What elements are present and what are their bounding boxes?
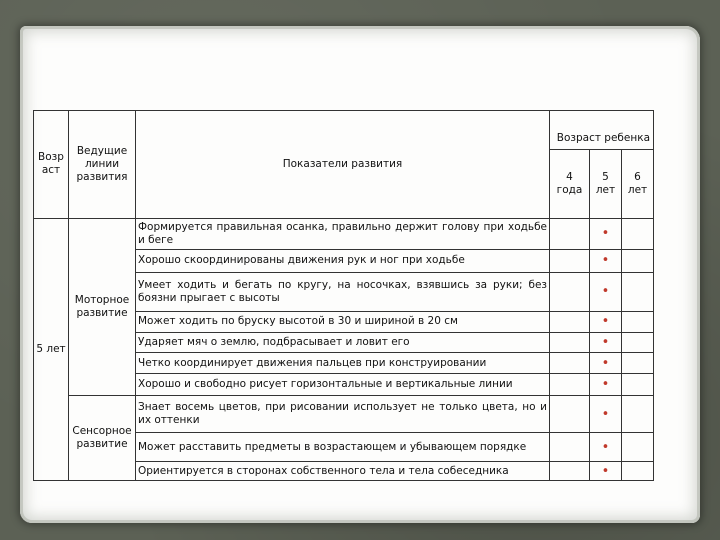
mark-cell: [550, 272, 590, 311]
indicator-text: Ударяет мяч о землю, подбрасывает и ловит его: [136, 332, 550, 353]
indicator-text: Хорошо скоординированы движения рук и ног при ходьбе: [136, 249, 550, 272]
mark-cell: [550, 462, 590, 481]
mark-cell: [550, 218, 590, 249]
mark-dot: •: [590, 374, 622, 396]
indicator-text: Ориентируется в сторонах собственного тела и тела собеседника: [136, 462, 550, 481]
mark-dot: •: [590, 249, 622, 272]
indicator-text: Может расставить предметы в возрастающем и убывающем порядке: [136, 433, 550, 462]
mark-cell: [622, 218, 654, 249]
mark-dot: •: [590, 353, 622, 374]
mark-cell: [622, 272, 654, 311]
mark-cell: [550, 374, 590, 396]
mark-dot: •: [590, 312, 622, 333]
header-child-age: Возраст ребенка: [550, 111, 654, 150]
group-name: Сенсорное развитие: [69, 395, 136, 480]
indicator-text: Может ходить по бруску высотой в 30 и шириной в 20 см: [136, 312, 550, 333]
mark-cell: [622, 462, 654, 481]
indicator-text: Формируется правильная осанка, правильно держит голову при ходьбе и беге: [136, 218, 550, 249]
mark-cell: [622, 353, 654, 374]
header-age-6: 6 лет: [622, 150, 654, 218]
mark-cell: [622, 249, 654, 272]
mark-dot: •: [590, 433, 622, 462]
mark-dot: •: [590, 272, 622, 311]
development-table: [33, 110, 654, 481]
indicator-text: Знает восемь цветов, при рисовании использует не только цвета, но и их оттенки: [136, 395, 550, 432]
header-indicators: Показатели развития: [136, 111, 550, 219]
mark-cell: [622, 433, 654, 462]
mark-cell: [622, 332, 654, 353]
indicator-text: Четко координирует движения пальцев при конструировании: [136, 353, 550, 374]
group-name: Моторное развитие: [69, 218, 136, 395]
mark-cell: [550, 332, 590, 353]
mark-cell: [622, 395, 654, 432]
header-age-4: 4 года: [550, 150, 590, 218]
mark-cell: [550, 353, 590, 374]
header-lines: Ведущие линии развития: [69, 111, 136, 219]
mark-cell: [550, 312, 590, 333]
mark-dot: •: [590, 332, 622, 353]
mark-dot: •: [590, 462, 622, 481]
header-age: Возр аст: [34, 111, 69, 219]
mark-dot: •: [590, 218, 622, 249]
mark-cell: [550, 395, 590, 432]
mark-dot: •: [590, 395, 622, 432]
mark-cell: [622, 312, 654, 333]
header-age-5: 5 лет: [590, 150, 622, 218]
mark-cell: [622, 374, 654, 396]
mark-cell: [550, 249, 590, 272]
mark-cell: [550, 433, 590, 462]
indicator-text: Хорошо и свободно рисует горизонтальные и вертикальные линии: [136, 374, 550, 396]
indicator-text: Умеет ходить и бегать по кругу, на носочках, взявшись за руки; без боязни прыгает с высоты: [136, 272, 550, 311]
age-value: 5 лет: [34, 218, 69, 480]
